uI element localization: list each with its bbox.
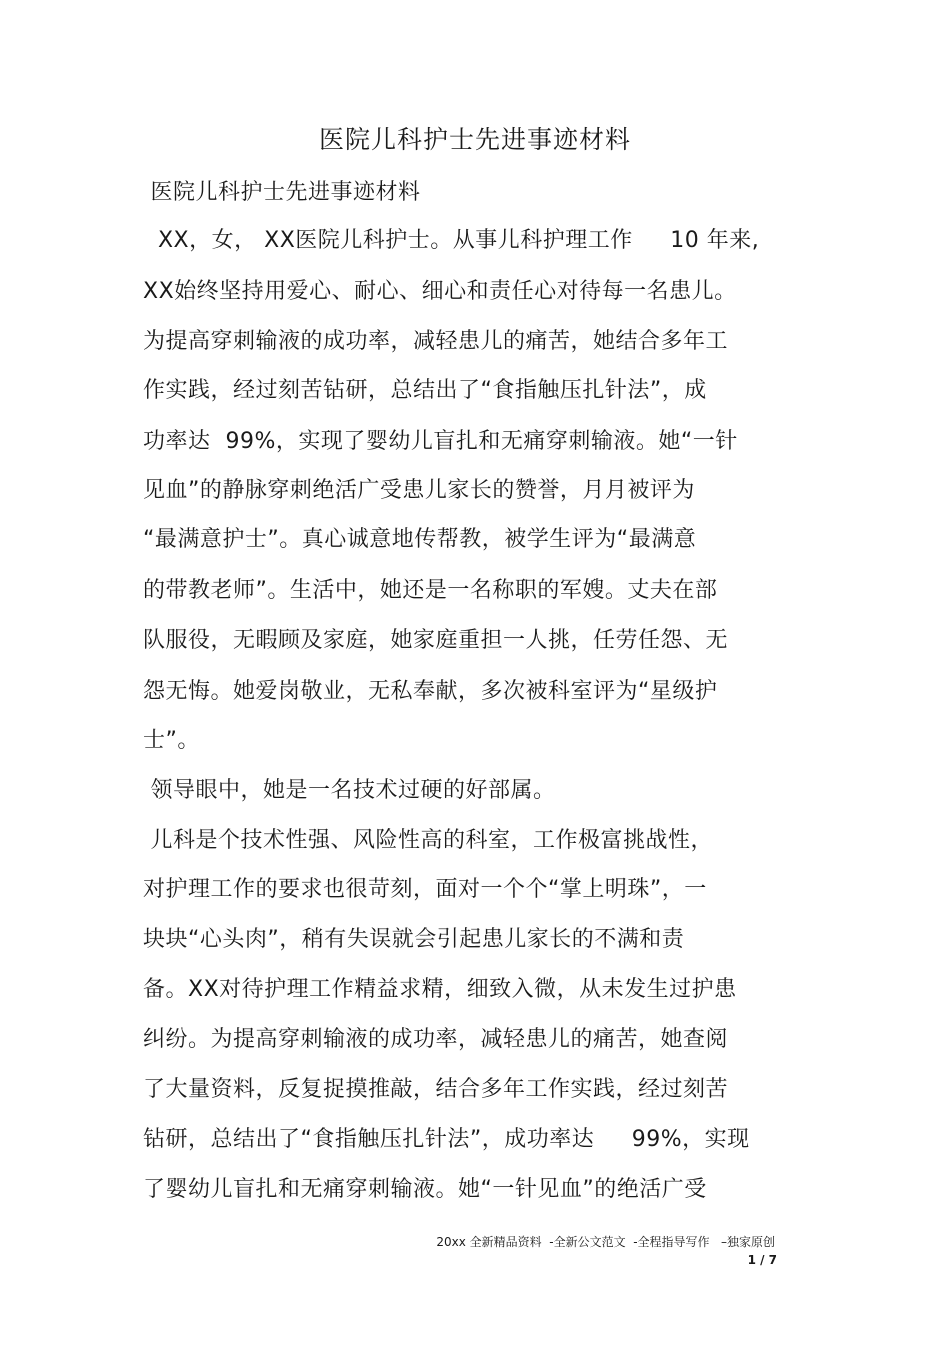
text-line: 作实践，经过刻苦钻研，总结出了“食指触压扎针法”，成 — [143, 378, 707, 403]
text-line: XX始终坚持用爱心、耐心、细心和责任心对待每一名患儿。 — [143, 279, 737, 304]
document-title: 医院儿科护士先进事迹材料 — [318, 125, 631, 154]
text-line: 士”。 — [143, 728, 200, 753]
text-line: 了大量资料，反复捉摸推敲，结合多年工作实践，经过刻苦 — [143, 1077, 729, 1102]
text-line: 见血”的静脉穿刺绝活广受患儿家长的赞誉，月月被评为 — [143, 478, 695, 503]
text-line: 钻研，总结出了“食指触压扎针法”，成功率达 99%，实现 — [143, 1127, 750, 1152]
text-line: 队服役，无暇顾及家庭，她家庭重担一人挑，任劳任怨、无 — [143, 628, 729, 653]
text-line: 对护理工作的要求也很苛刻，面对一个个“掌上明珠”，一 — [143, 877, 707, 902]
text-line: 了婴幼儿盲扎和无痛穿刺输液。她“一针见血”的绝活广受 — [143, 1177, 707, 1202]
text-line: 纠纷。为提高穿刺输液的成功率，减轻患儿的痛苦，她查阅 — [143, 1027, 729, 1052]
text-line: “最满意护士”。真心诚意地传帮教，被学生评为“最满意 — [143, 527, 697, 552]
text-line: 领导眼中，她是一名技术过硬的好部属。 — [143, 778, 556, 803]
text-line: 为提高穿刺输液的成功率，减轻患儿的痛苦，她结合多年工 — [143, 329, 729, 354]
text-line: 功率达 99%，实现了婴幼儿盲扎和无痛穿刺输液。她“一针 — [143, 429, 738, 454]
text-line: 的带教老师”。生活中，她还是一名称职的军嫂。丈夫在部 — [143, 578, 718, 603]
text-line: XX，女， XX医院儿科护士。从事儿科护理工作 10 年来, — [143, 228, 760, 253]
page-number: 1 / 7 — [747, 1253, 777, 1267]
text-line: 儿科是个技术性强、风险性高的科室，工作极富挑战性， — [143, 828, 713, 853]
text-line: 医院儿科护士先进事迹材料 — [143, 180, 421, 205]
footer-slogan: 20xx 全新精品资料 -全新公文范文 -全程指导写作 –独家原创 — [436, 1235, 775, 1249]
text-line: 备。XX对待护理工作精益求精，细致入微，从未发生过护患 — [143, 977, 737, 1002]
text-line: 块块“心头肉”，稍有失误就会引起患儿家长的不满和责 — [143, 927, 685, 952]
text-line: 怨无悔。她爱岗敬业，无私奉献，多次被科室评为“星级护 — [143, 679, 718, 704]
